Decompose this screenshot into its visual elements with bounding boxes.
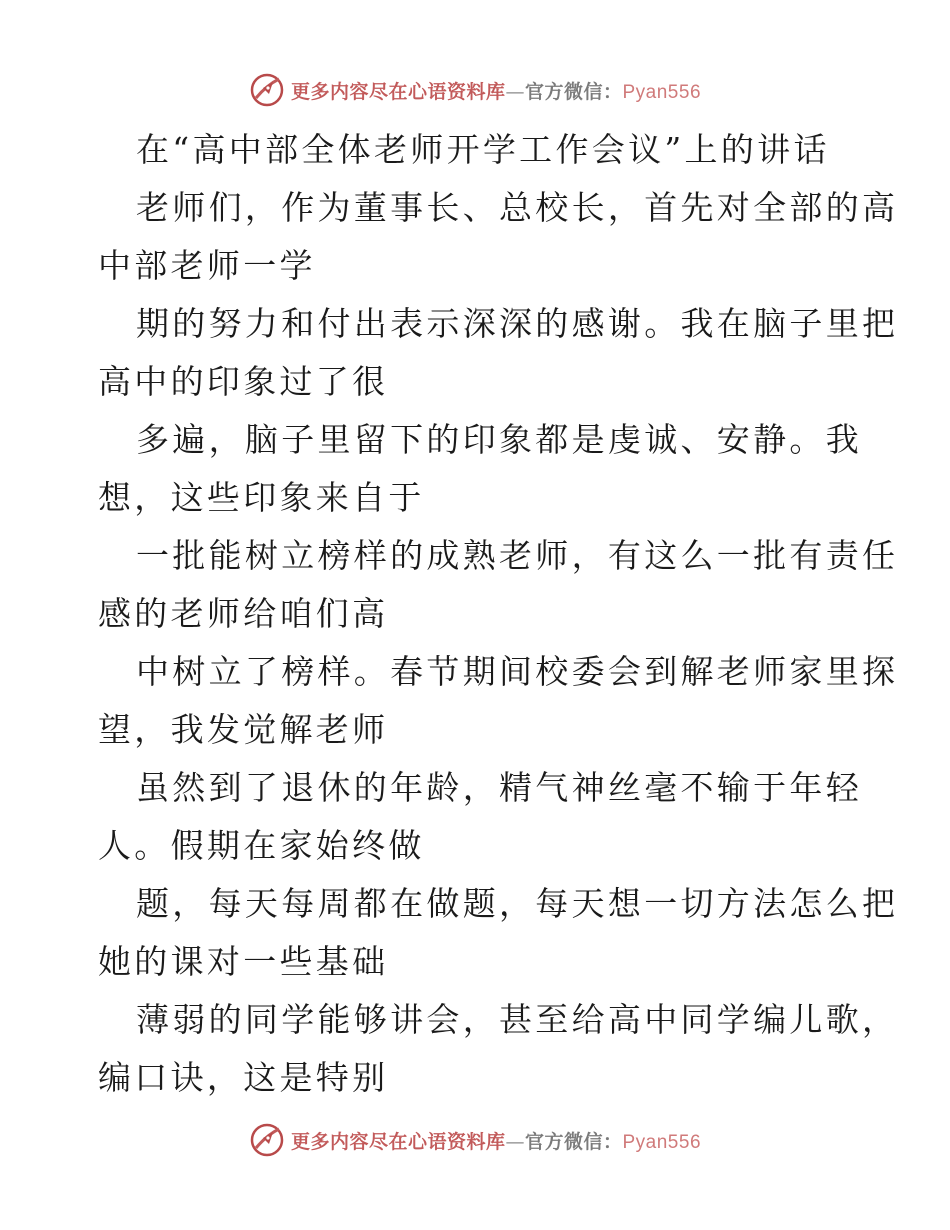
- text-line: 期的努力和付出表示深深的感谢。我在脑子里把: [136, 304, 899, 343]
- text-line: 望，我发觉解老师: [98, 710, 389, 749]
- pen-nib-logo-icon: [249, 72, 285, 108]
- text-line: 老师们，作为董事长、总校长，首先对全部的高: [136, 188, 899, 227]
- banner-title: 更多内容尽在心语资料库: [290, 1130, 506, 1153]
- text-line: 感的老师给咱们高: [98, 594, 389, 633]
- document-body: [98, 121, 899, 1107]
- wechat-id: Pyan556: [622, 1131, 702, 1153]
- text-line: 一批能树立榜样的成熟老师，有这么一批有责任: [136, 536, 899, 575]
- text-line: 虽然到了退休的年龄，精气神丝毫不输于年轻: [136, 768, 862, 807]
- text-line: 编口诀，这是特别: [98, 1058, 389, 1097]
- text-line: 题，每天每周都在做题，每天想一切方法怎么把: [136, 884, 899, 923]
- text-line: 薄弱的同学能够讲会，甚至给高中同学编儿歌，: [136, 1000, 899, 1039]
- banner-title: 更多内容尽在心语资料库: [290, 80, 506, 103]
- text-line: 高中的印象过了很: [98, 362, 389, 401]
- footer-banner: [0, 1120, 950, 1160]
- wechat-label: 官方微信：: [524, 1130, 623, 1153]
- banner-separator: —: [505, 80, 525, 103]
- text-line: 人。假期在家始终做: [98, 826, 425, 865]
- wechat-label: 官方微信：: [524, 80, 623, 103]
- header-banner: [0, 70, 950, 110]
- text-line: 多遍，脑子里留下的印象都是虔诚、安静。我: [136, 420, 862, 459]
- pen-nib-logo-icon: [249, 1122, 285, 1158]
- text-line: 想，这些印象来自于: [98, 478, 425, 517]
- header-banner-inner: [249, 72, 701, 108]
- text-line: 她的课对一些基础: [98, 942, 389, 981]
- document-title: 在“高中部全体老师开学工作会议”上的讲话: [136, 130, 830, 169]
- text-line: 中树立了榜样。春节期间校委会到解老师家里探: [136, 652, 899, 691]
- footer-banner-inner: [249, 1122, 701, 1158]
- text-line: 中部老师一学: [98, 246, 316, 285]
- banner-text: [291, 1127, 701, 1154]
- wechat-id: Pyan556: [622, 81, 702, 103]
- banner-text: [291, 77, 701, 104]
- banner-separator: —: [505, 1130, 525, 1153]
